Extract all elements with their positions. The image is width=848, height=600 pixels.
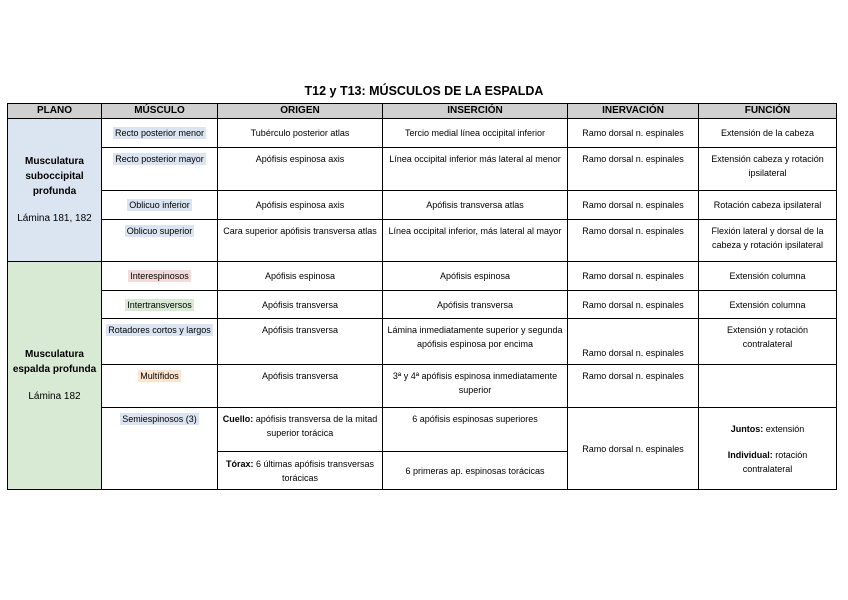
plano-suboccipital: [8, 119, 102, 262]
origen-cell-torax: [218, 452, 383, 490]
musculo-label: Semiespinosos (3): [122, 414, 197, 424]
insercion-cell-torax: 6 primeras ap. espinosas torácicas: [383, 452, 568, 490]
table-row: [8, 262, 837, 291]
header-inervacion: INERVACIÓN: [568, 104, 699, 119]
inervacion-cell: Ramo dorsal n. espinales: [568, 262, 699, 291]
lamina-label: Lámina 182: [28, 391, 81, 402]
funcion-cell: Extensión y rotación contralateral: [699, 319, 837, 365]
origen-cell: Apófisis transversa: [218, 291, 383, 319]
musculo-label: Recto posterior mayor: [115, 154, 204, 164]
inervacion-cell: Ramo dorsal n. espinales: [568, 119, 699, 148]
header-funcion: FUNCIÓN: [699, 104, 837, 119]
funcion-cell: [699, 365, 837, 408]
table-header-row: [8, 104, 837, 119]
cuello-origen: apófisis transversa de la mitad superior torácica: [255, 414, 378, 438]
cuello-label: Cuello:: [222, 414, 254, 424]
inervacion-cell: Ramo dorsal n. espinales: [568, 365, 699, 408]
funcion-cell: Extensión cabeza y rotación ipsilateral: [699, 148, 837, 191]
plano-espalda-profunda: [8, 262, 102, 490]
table-row: [8, 291, 837, 319]
musculo-label: Recto posterior menor: [114, 128, 205, 138]
musculo-cell: [102, 220, 218, 262]
individual-label: Individual:: [727, 449, 773, 460]
inervacion-cell: Ramo dorsal n. espinales: [568, 291, 699, 319]
insercion-cell: 3ª y 4ª apófisis espinosa inmediatamente superior: [383, 365, 568, 408]
origen-cell: Apófisis espinosa axis: [218, 148, 383, 191]
table-row: [8, 119, 837, 148]
insercion-cell: Apófisis espinosa: [383, 262, 568, 291]
insercion-cell-cuello: 6 apófisis espinosas superiores: [383, 408, 568, 452]
header-insercion: INSERCIÓN: [383, 104, 568, 119]
inervacion-cell: Ramo dorsal n. espinales: [568, 408, 699, 490]
funcion-cell: Extensión de la cabeza: [699, 119, 837, 148]
inervacion-cell: Ramo dorsal n. espinales: [568, 220, 699, 262]
juntos-label: Juntos:: [730, 423, 764, 434]
musculo-cell: [102, 262, 218, 291]
torax-label: Tórax:: [225, 458, 254, 469]
funcion-cell: Flexión lateral y dorsal de la cabeza y rotación ipsilateral: [699, 220, 837, 262]
table-row: [8, 191, 837, 220]
musculo-label: Intertransversos: [127, 299, 192, 310]
muscles-table: [7, 103, 837, 490]
origen-cell: Tubérculo posterior atlas: [218, 119, 383, 148]
musculo-cell: [102, 191, 218, 220]
funcion-cell: Extensión columna: [699, 291, 837, 319]
origen-cell: Apófisis transversa: [218, 319, 383, 365]
table-row: [8, 408, 837, 452]
origen-cell: Apófisis espinosa: [218, 262, 383, 291]
insercion-cell: Tercio medial línea occipital inferior: [383, 119, 568, 148]
plano-label: Musculatura suboccipital profunda: [25, 156, 84, 197]
origen-cell: Apófisis transversa: [218, 365, 383, 408]
individual-funcion: rotación contralateral: [742, 449, 808, 474]
table-row: [8, 365, 837, 408]
table-row: [8, 220, 837, 262]
musculo-label: Multífidos: [140, 371, 179, 381]
insercion-cell: Lámina inmediatamente superior y segunda apófisis espinosa por encima: [383, 319, 568, 365]
funcion-cell: Rotación cabeza ipsilateral: [699, 191, 837, 220]
torax-origen: 6 últimas apófisis transversas torácicas: [255, 458, 375, 483]
header-origen: ORIGEN: [218, 104, 383, 119]
insercion-cell: Apófisis transversa atlas: [383, 191, 568, 220]
musculo-cell: [102, 148, 218, 191]
musculo-cell: [102, 319, 218, 365]
inervacion-cell: Ramo dorsal n. espinales: [568, 148, 699, 191]
funcion-cell: [699, 408, 837, 490]
musculo-cell: [102, 365, 218, 408]
musculo-label: Oblicuo superior: [126, 226, 193, 236]
insercion-cell: Apófisis transversa: [383, 291, 568, 319]
origen-cell: Apófisis espinosa axis: [218, 191, 383, 220]
insercion-cell: Línea occipital inferior, más lateral al mayor: [383, 220, 568, 262]
inervacion-cell: Ramo dorsal n. espinales: [568, 191, 699, 220]
lamina-label: Lámina 181, 182: [17, 213, 92, 224]
musculo-label: Oblicuo inferior: [129, 200, 190, 210]
table-row: [8, 148, 837, 191]
header-plano: PLANO: [8, 104, 102, 119]
header-musculo: MÚSCULO: [102, 104, 218, 119]
juntos-funcion: extensión: [765, 423, 805, 434]
origen-cell-cuello: [218, 408, 383, 452]
musculo-cell: [102, 291, 218, 319]
musculo-label: Rotadores cortos y largos: [108, 325, 211, 335]
page-title: T12 y T13: MÚSCULOS DE LA ESPALDA: [304, 84, 544, 98]
musculo-label: Interespinosos: [130, 271, 189, 281]
insercion-cell: Línea occipital inferior más lateral al menor: [383, 148, 568, 191]
funcion-cell: Extensión columna: [699, 262, 837, 291]
musculo-cell: [102, 408, 218, 490]
musculo-cell: [102, 119, 218, 148]
plano-label: Musculatura espalda profunda: [12, 349, 97, 375]
origen-cell: Cara superior apófisis transversa atlas: [218, 220, 383, 262]
inervacion-cell: Ramo dorsal n. espinales: [568, 319, 699, 365]
table-row: [8, 319, 837, 365]
